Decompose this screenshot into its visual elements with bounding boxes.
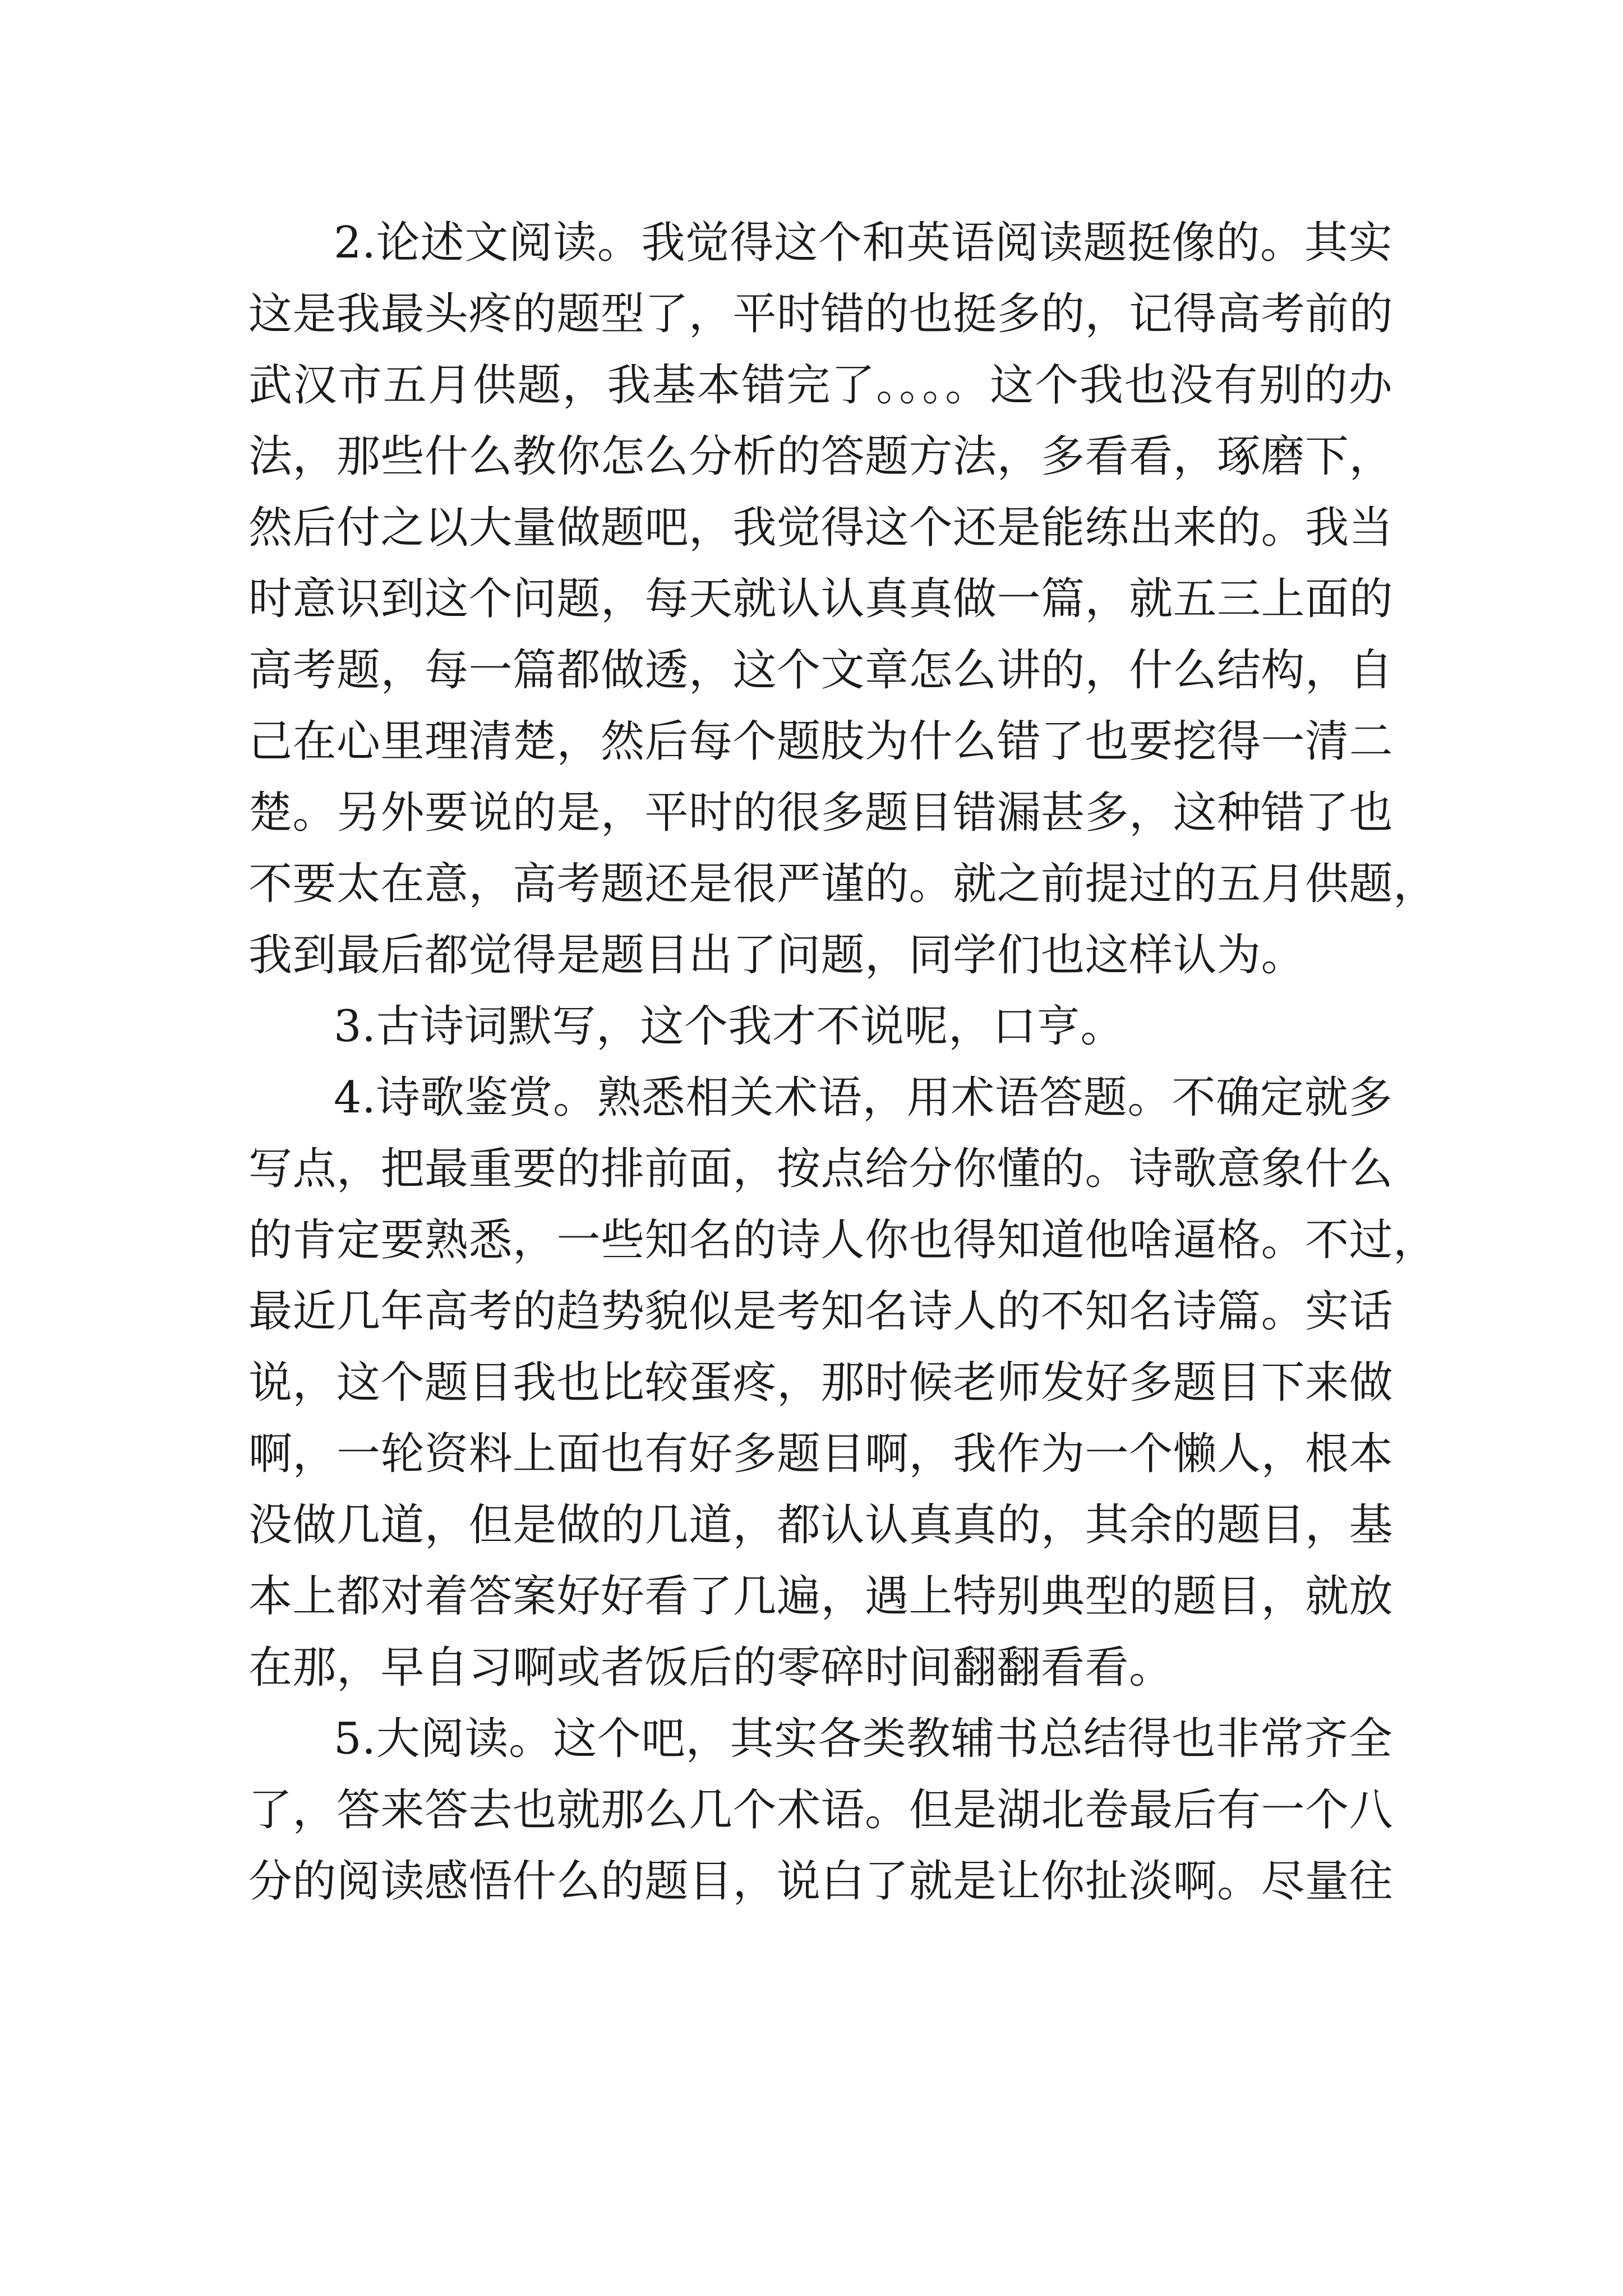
text-line: 法，那些什么教你怎么分析的答题方法，多看看，琢磨下， (248, 431, 1394, 482)
text-line: 3.古诗词默写，这个我才不说呢，口亨。 (334, 1001, 1124, 1052)
text-line: 2.论述文阅读。我觉得这个和英语阅读题挺像的。其实 (334, 218, 1393, 268)
text-line: 我到最后都觉得是题目出了问题，同学们也这样认为。 (248, 930, 1306, 981)
text-line: 啊，一轮资料上面也有好多题目啊，我作为一个懒人，根本 (248, 1429, 1394, 1479)
text-line: 这是我最头疼的题型了，平时错的也挺多的，记得高考前的 (248, 289, 1394, 339)
text-line: 最近几年高考的趋势貌似是考知名诗人的不知名诗篇。实话 (248, 1286, 1394, 1337)
text-line: 己在心里理清楚，然后每个题肢为什么错了也要挖得一清二 (248, 716, 1394, 767)
text-line: 写点，把最重要的排前面，按点给分你懂的。诗歌意象什么 (248, 1144, 1394, 1194)
text-line: 楚。另外要说的是，平时的很多题目错漏甚多，这种错了也 (248, 788, 1394, 838)
text-line: 本上都对着答案好好看了几遍，遇上特别典型的题目，就放 (248, 1571, 1394, 1622)
text-line: 说，这个题目我也比较蛋疼，那时候老师发好多题目下来做 (248, 1358, 1394, 1408)
text-line: 分的阅读感悟什么的题目，说白了就是让你扯淡啊。尽量往 (248, 1856, 1394, 1907)
text-line: 5.大阅读。这个吧，其实各类教辅书总结得也非常齐全 (334, 1714, 1393, 1764)
text-line: 没做几道，但是做的几道，都认认真真的，其余的题目，基 (248, 1500, 1394, 1550)
text-line: 了，答来答去也就那么几个术语。但是湖北卷最后有一个八 (248, 1785, 1394, 1835)
document-body (248, 208, 1437, 1917)
text-line: 时意识到这个问题，每天就认认真真做一篇，就五三上面的 (248, 574, 1394, 624)
text-line: 高考题，每一篇都做透，这个文章怎么讲的，什么结构，自 (248, 645, 1394, 696)
text-line: 武汉市五月供题，我基本错完了。。。。这个我也没有别的办 (248, 360, 1393, 411)
text-line: 4.诗歌鉴赏。熟悉相关术语，用术语答题。不确定就多 (334, 1073, 1393, 1123)
text-line: 不要太在意，高考题还是很严谨的。就之前提过的五月供题， (248, 859, 1437, 909)
text-line: 的肯定要熟悉，一些知名的诗人你也得知道他啥逼格。不过， (248, 1215, 1437, 1266)
text-line: 在那，早自习啊或者饭后的零碎时间翻翻看看。 (248, 1642, 1173, 1693)
text-line: 然后付之以大量做题吧，我觉得这个还是能练出来的。我当 (248, 503, 1394, 553)
